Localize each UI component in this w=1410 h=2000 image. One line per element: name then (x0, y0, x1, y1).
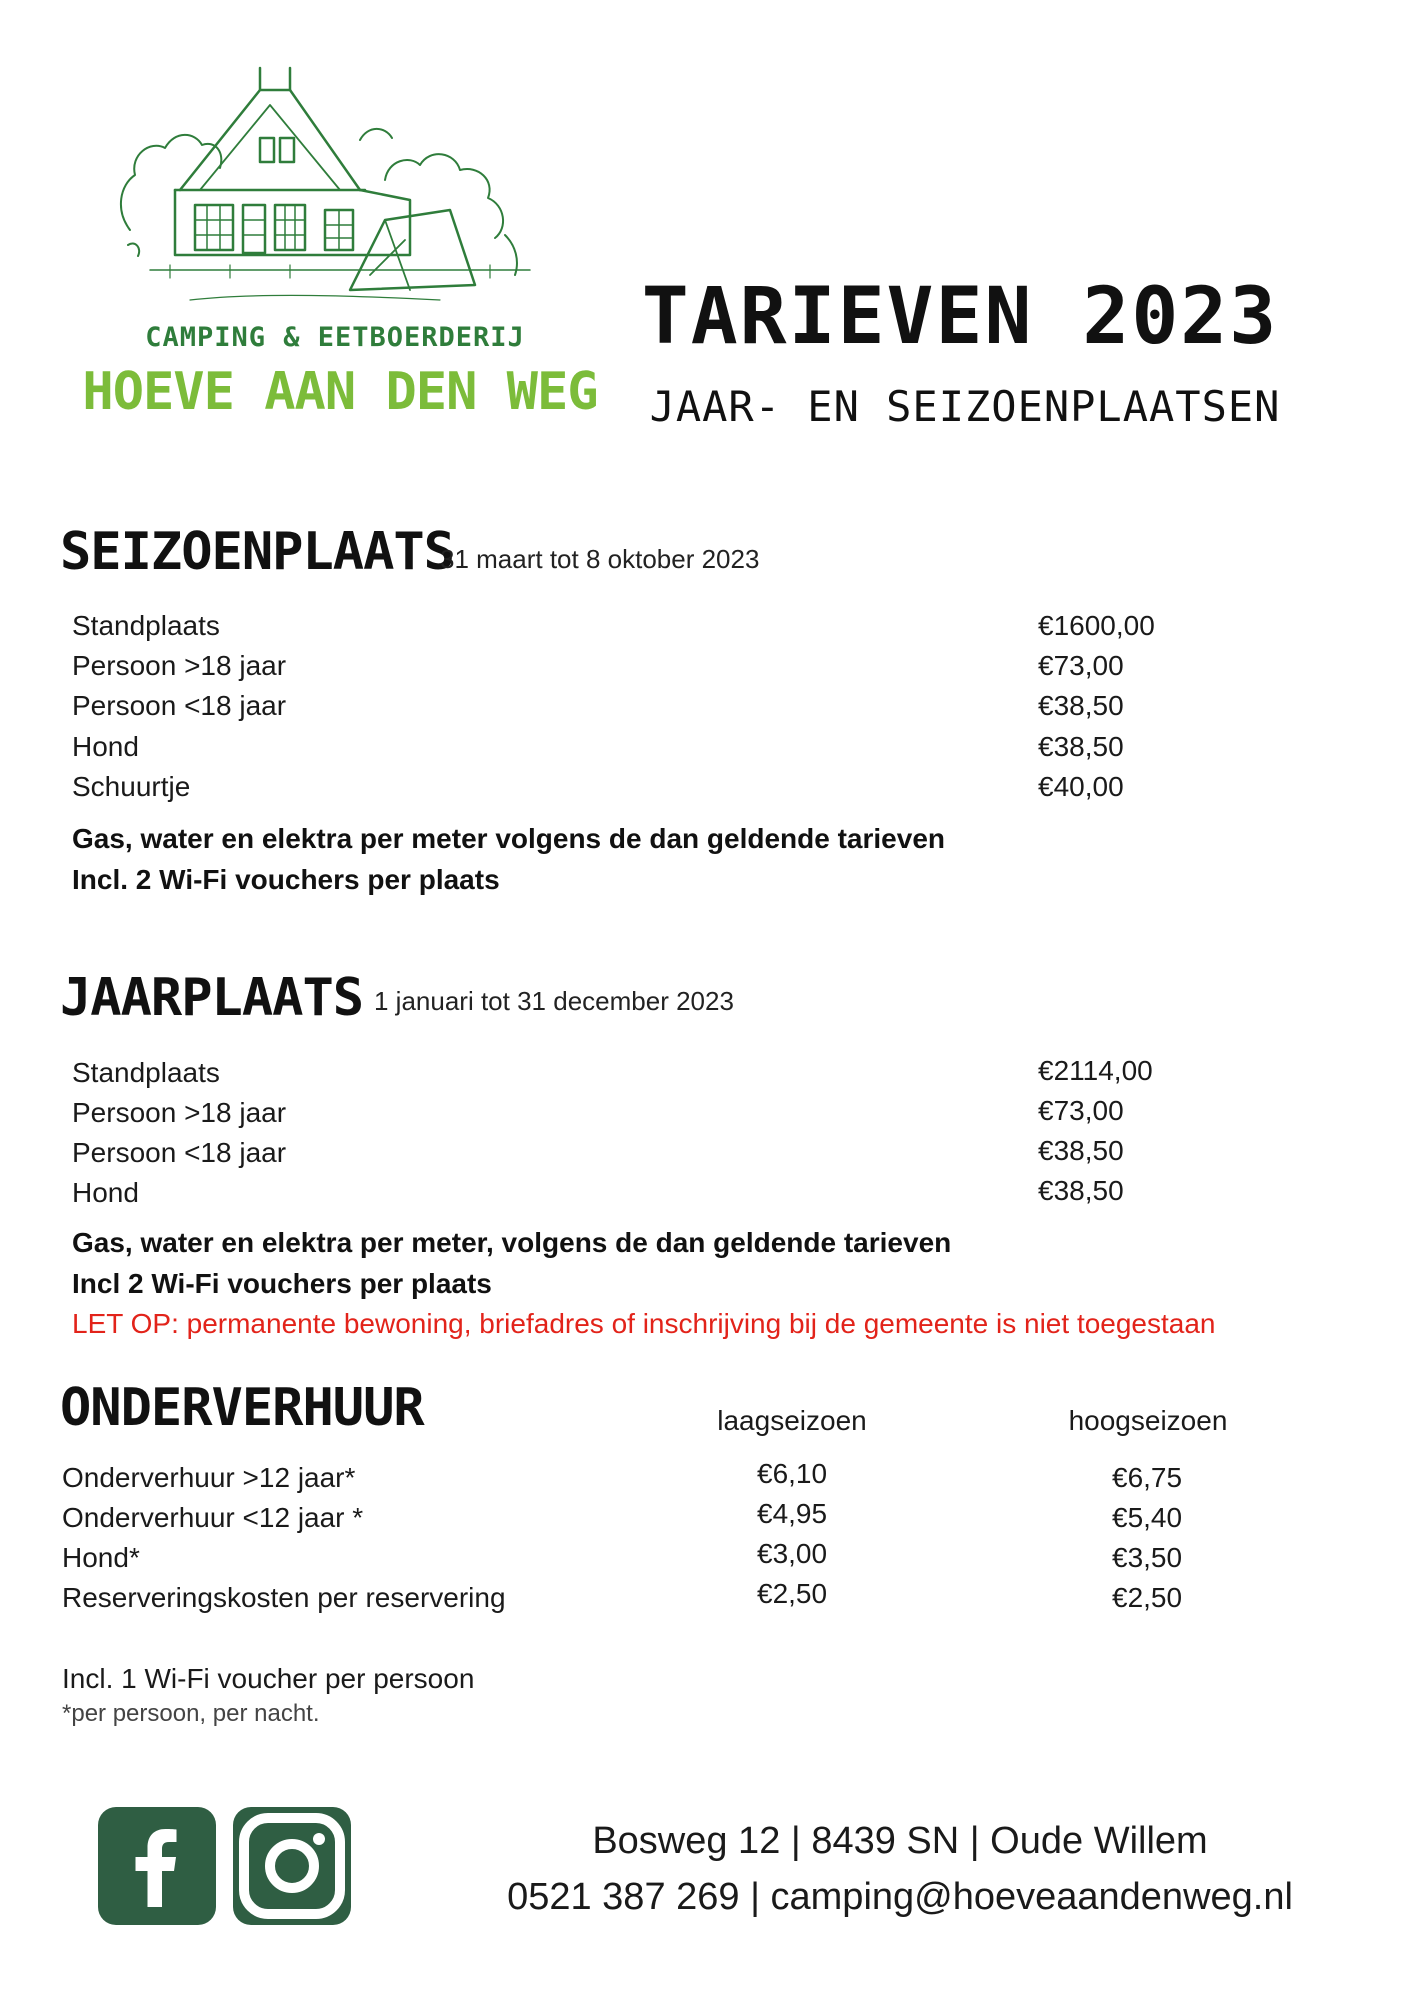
jaar-wifi-note: Incl 2 Wi-Fi vouchers per plaats (72, 1268, 492, 1299)
farmhouse-logo-illustration (110, 60, 580, 310)
jaar-utilities-note: Gas, water en elektra per meter, volgens de dan geldende tarieven (72, 1227, 952, 1258)
seizoen-row-label: Hond (72, 731, 139, 762)
section-title-jaarplaats: JAARPLAATS (60, 968, 364, 1028)
onder-footnote: *per persoon, per nacht. (62, 1700, 320, 1727)
onder-row-label: Onderverhuur >12 jaar* (62, 1462, 356, 1493)
residence-warning: LET OP: permanente bewoning, briefadres of inschrijving bij de gemeente is niet toegestaan (72, 1308, 1216, 1339)
onder-row-low: €6,10 (757, 1458, 828, 1489)
seizoen-row-price: €38,50 (1038, 731, 1124, 762)
seizoen-period: 31 maart tot 8 oktober 2023 (440, 544, 760, 574)
seizoen-row-price: €1600,00 (1038, 610, 1155, 641)
instagram-icon[interactable] (233, 1807, 351, 1925)
onder-row-label: Hond* (62, 1542, 140, 1573)
jaar-row-price: €73,00 (1038, 1095, 1124, 1126)
instagram-glyph-icon (233, 1807, 351, 1925)
logo-name: HOEVE AAN DEN WEG (82, 362, 598, 422)
onder-row-low: €3,00 (757, 1538, 828, 1569)
page-title: TARIEVEN 2023 (641, 272, 1279, 362)
onder-row-high: €2,50 (1112, 1582, 1183, 1613)
seizoen-row-label: Standplaats (72, 610, 220, 641)
facebook-glyph-icon (98, 1807, 216, 1925)
section-title-onderverhuur: ONDERVERHUUR (60, 1378, 424, 1438)
logo-subtitle: CAMPING & EETBOERDERIJ (145, 322, 525, 353)
contact-phone-email[interactable]: 0521 387 269 | camping@hoeveaandenweg.nl (507, 1876, 1293, 1918)
seizoen-row-price: €38,50 (1038, 690, 1124, 721)
section-title-seizoenplaats: SEIZOENPLAATS (60, 522, 454, 582)
seizoen-row-label: Persoon >18 jaar (72, 650, 287, 681)
onder-row-high: €6,75 (1112, 1462, 1183, 1493)
onder-row-high: €3,50 (1112, 1542, 1183, 1573)
facebook-icon[interactable] (98, 1807, 216, 1925)
seizoen-row-label: Persoon <18 jaar (72, 690, 287, 721)
seizoen-utilities-note: Gas, water en elektra per meter volgens de dan geldende tarieven (72, 823, 946, 854)
jaar-row-price: €2114,00 (1038, 1055, 1153, 1086)
contact-address: Bosweg 12 | 8439 SN | Oude Willem (592, 1820, 1208, 1862)
seizoen-row-price: €73,00 (1038, 650, 1124, 681)
seizoen-row-price: €40,00 (1038, 771, 1124, 802)
jaar-row-label: Hond (72, 1177, 139, 1208)
onder-row-high: €5,40 (1112, 1502, 1183, 1533)
seizoen-row-label: Schuurtje (72, 771, 191, 802)
onder-row-low: €2,50 (757, 1578, 828, 1609)
seizoen-wifi-note: Incl. 2 Wi-Fi vouchers per plaats (72, 864, 500, 895)
onder-row-label: Reserveringskosten per reservering (62, 1582, 506, 1613)
jaar-row-label: Persoon >18 jaar (72, 1097, 287, 1128)
jaar-row-price: €38,50 (1038, 1135, 1124, 1166)
column-header-hoogseizoen: hoogseizoen (1068, 1405, 1228, 1436)
onder-row-low: €4,95 (757, 1498, 828, 1529)
column-header-laagseizoen: laagseizoen (717, 1405, 867, 1436)
onder-row-label: Onderverhuur <12 jaar * (62, 1502, 364, 1533)
jaar-row-label: Standplaats (72, 1057, 220, 1088)
jaar-row-price: €38,50 (1038, 1175, 1124, 1206)
page-subtitle: JAAR- EN SEIZOENPLAATSEN (649, 382, 1281, 431)
jaar-period: 1 januari tot 31 december 2023 (374, 986, 734, 1016)
onder-wifi-note: Incl. 1 Wi-Fi voucher per persoon (62, 1663, 475, 1694)
jaar-row-label: Persoon <18 jaar (72, 1137, 287, 1168)
